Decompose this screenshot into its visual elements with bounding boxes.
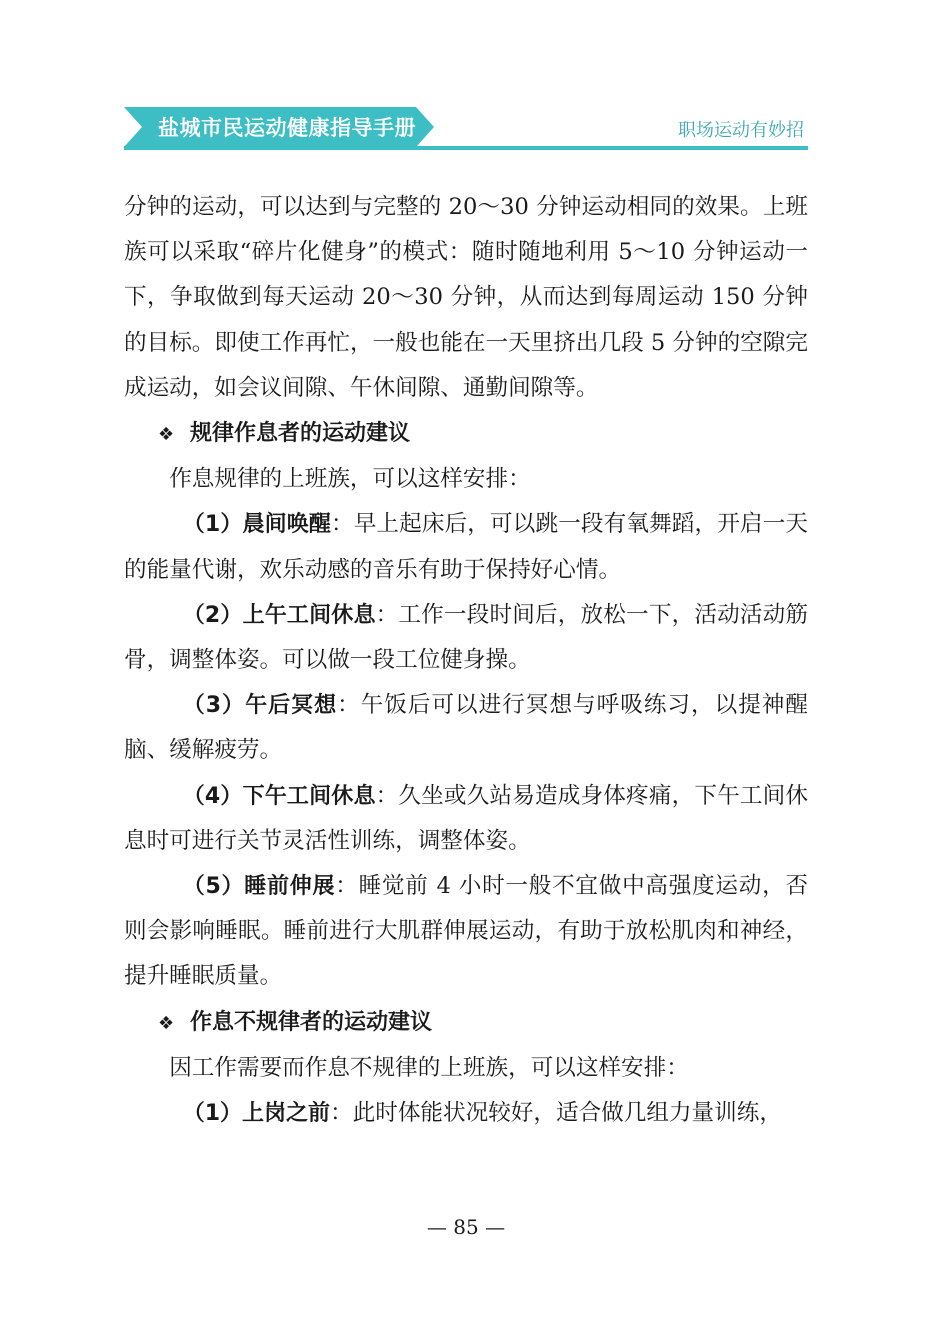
list-item [124,593,808,683]
section-lead: 因工作需要而作息不规律的上班族，可以这样安排： [169,1054,689,1081]
list-item [124,864,808,1000]
item-text: ：午饭后可以进行冥想与呼吸练习，以提神醒脑、缓解疲劳。 [124,692,808,764]
page-header [0,0,932,160]
page-number: — 85 — [426,1215,506,1239]
section-heading-text: 规律作息者的运动建议 [190,421,411,447]
item-text: ：久坐或久站易造成身体疼痛，下午工间休息时可进行关节灵活性训练，调整体姿。 [124,782,809,854]
list-item [124,502,808,592]
header-rule [124,146,808,150]
section-heading [124,411,808,457]
page-body [124,185,808,1136]
list-item [124,774,808,864]
item-label: （1）晨间唤醒 [182,512,331,538]
item-text: ：睡觉前 4 小时一般不宜做中高强度运动，否则会影响睡眠。睡前进行大肌群伸展运动，有助于放松肌肉和神经，提升睡眠质量。 [124,873,808,990]
section-heading [124,1000,808,1046]
chapter-title: 职场运动有妙招 [678,120,804,141]
item-label: （4）下午工间休息 [182,783,376,809]
item-text: ：早上起床后，可以跳一段有氧舞蹈，开启一天的能量代谢，欢乐动感的音乐有助于保持好心情。 [124,511,809,583]
list-item [124,683,808,773]
handbook-title: 盐城市民运动健康指导手册 [158,116,416,140]
item-label: （1）上岗之前 [182,1101,331,1127]
item-text: ：工作一段时间后，放松一下，活动活动筋骨，调整体姿。可以做一段工位健身操。 [124,601,809,674]
list-item [124,1091,808,1136]
item-label: （5）睡前伸展 [182,874,336,900]
diamond-bullet-icon: ❖ [158,1012,175,1034]
intro-paragraph: 分钟的运动，可以达到与完整的 20～30 分钟运动相同的效果。上班族可以采取“碎片化健身”的模式：随时随地利用 5～10 分钟运动一下，争取做到每天运动 20～30 分钟，从而达到每周运动 150 分钟的目标。即使工作再忙，一般也能在一天里挤出几段 5 分钟的空隙完成运动，如会议间隙、午休间隙、通勤间隙等。 [124,194,808,401]
item-label: （3）午后冥想 [182,693,338,719]
item-text: ：此时体能状况较好，适合做几组力量训练， [330,1100,782,1127]
section-heading-text: 作息不规律者的运动建议 [190,1009,433,1035]
section-lead: 作息规律的上班族，可以这样安排： [169,466,531,493]
diamond-bullet-icon: ❖ [158,424,175,446]
item-label: （2）上午工间休息 [182,602,376,628]
